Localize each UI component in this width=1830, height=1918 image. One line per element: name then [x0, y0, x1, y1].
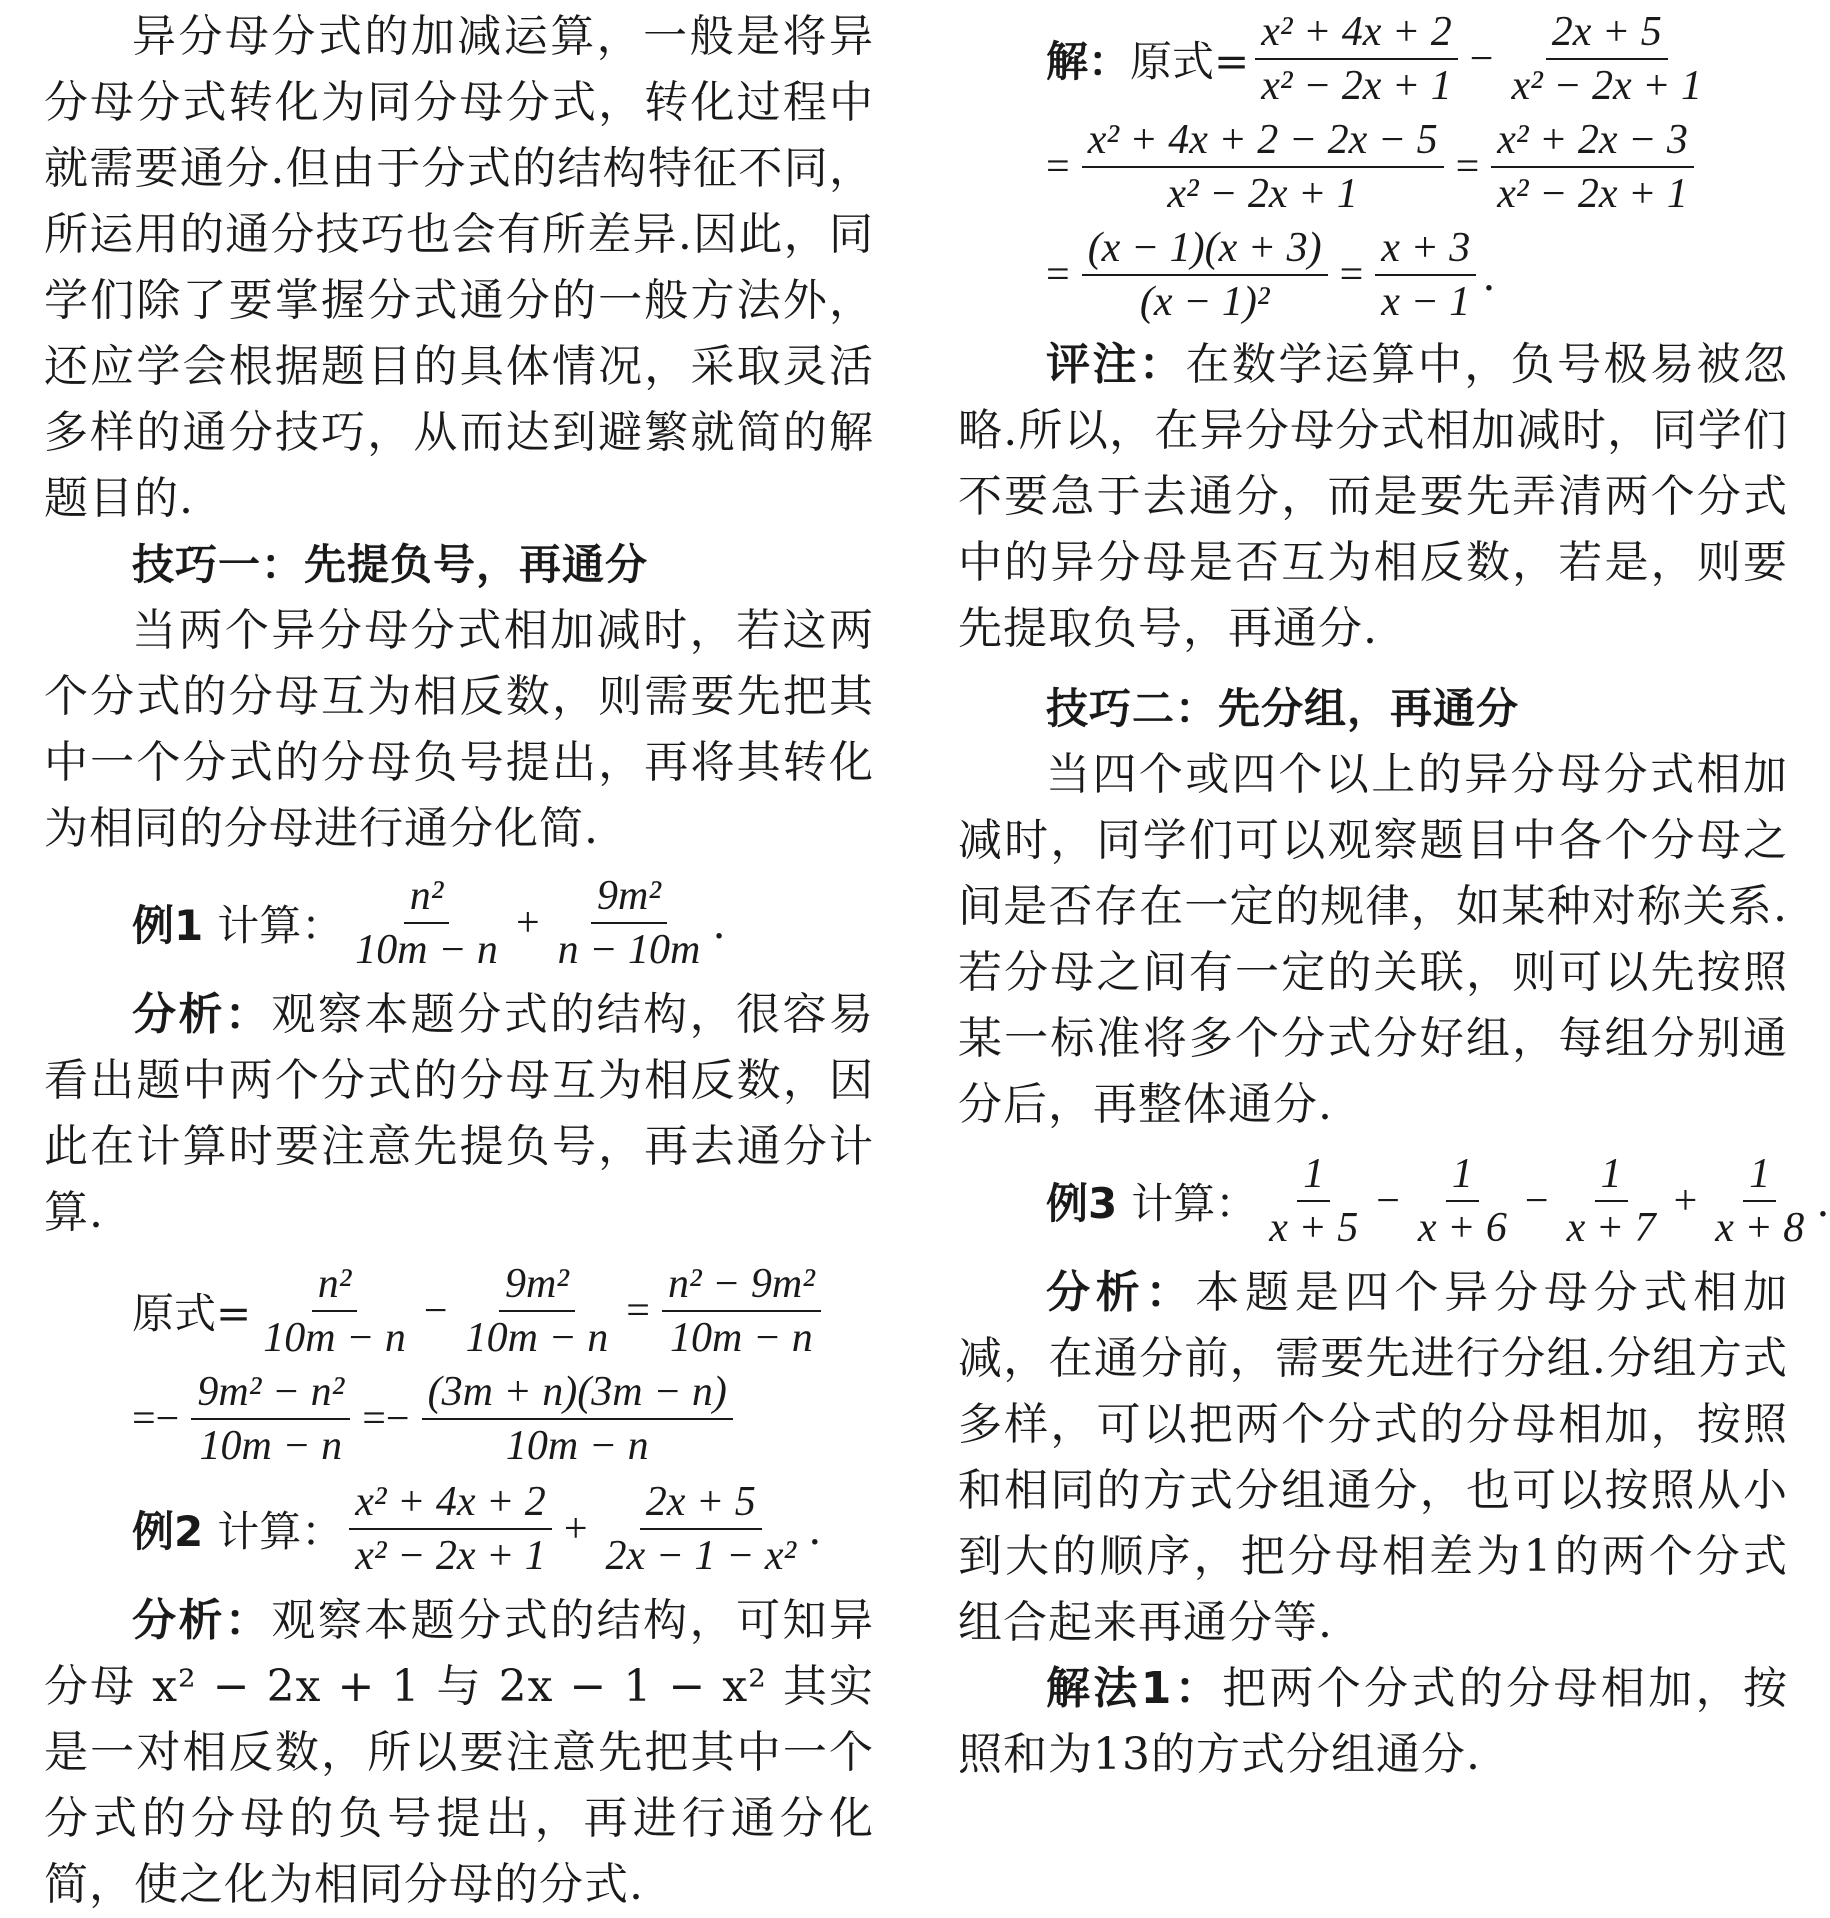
- example-2-prefix: 计算：: [217, 1507, 344, 1556]
- ex3-fraction-4: $\frac{1}{x + 8}$: [1715, 1151, 1805, 1251]
- comment: [958, 332, 1788, 662]
- ex1-period: .: [712, 898, 726, 948]
- example-1-label: 例1: [132, 901, 204, 950]
- intro-paragraph: 异分母分式的加减运算，一般是将异分母分式转化为同分母分式，转化过程中就需要通分.但由于分式的结构特征不同，所运用的通分技巧也会有所差异.因此，同学们除了要掌握分式通分的一般方法外，还应学会根据题目的具体情况，采取灵活多样的通分技巧，从而达到避繁就简的解题目的.: [44, 11, 874, 524]
- solution-2-tag: 解：: [1046, 37, 1131, 86]
- ex3-op-1: −: [1376, 1178, 1400, 1224]
- example-2-label: 例2: [132, 1507, 204, 1556]
- sol2-l1-frac-2: $\frac{2x + 5}{\text{x² − 2x + 1}}$: [1511, 9, 1703, 109]
- ex3-period: .: [1816, 1176, 1830, 1226]
- ex1-fraction-2: $\frac{\text{9m²}}{n - 10m}$: [557, 873, 701, 973]
- analysis-2-text: 观察本题分式的结构，可知异分母 x² − 2x + 1 与 2x − 1 − x² 其实是一对相反数，所以要注意先把其中一个分式的分母的负号提出，再进行通分化简，使之化为相同分母的分式.: [44, 1595, 875, 1910]
- sol2-l2-frac-1: $\frac{\text{x² + 4x + 2 − 2x − 5}}{\text{x² − 2x + 1}}$: [1082, 116, 1444, 218]
- sol2-l3-frac-1: $\frac{(x - 1)(x + 3)}{\text{(x − 1)²}}$: [1082, 224, 1328, 326]
- example-3-prefix: 计算：: [1131, 1179, 1258, 1228]
- ex1-operator: +: [515, 900, 540, 946]
- solution-2-line-3: [1046, 224, 1788, 326]
- ex3-op-2: −: [1524, 1178, 1549, 1224]
- method-1-text: 把两个分式的分母相加，按照和为13的方式分组通分.: [958, 1663, 1789, 1780]
- ex3-op-3: +: [1673, 1178, 1698, 1224]
- sol2-l2-prefix: =: [1046, 144, 1070, 190]
- ex2-operator: +: [563, 1506, 588, 1552]
- analysis-2: [44, 1588, 874, 1918]
- ex3-fraction-1: $\frac{1}{x + 5}$: [1269, 1151, 1359, 1251]
- sol1-l1-op: −: [423, 1288, 448, 1334]
- ex3-fraction-2: $\frac{1}{x + 6}$: [1417, 1151, 1507, 1251]
- ex2-fraction-2: $\frac{2x + 5}{\text{2x − 1 − x²}}$: [605, 1479, 797, 1579]
- example-1: [132, 872, 874, 974]
- example-3-label: 例3: [1046, 1179, 1118, 1228]
- example-3: [1046, 1150, 1830, 1252]
- sol2-period: .: [1482, 250, 1496, 300]
- analysis-2-tag: 分析：: [132, 1595, 272, 1646]
- solution-2-prefix: 原式=: [1130, 37, 1250, 86]
- sol2-l2-frac-2: $\frac{\text{x² + 2x − 3}}{\text{x² − 2x + 1}}$: [1491, 116, 1694, 218]
- solution-1-line-1: [132, 1260, 874, 1362]
- sol2-l3-eq: =: [1339, 252, 1364, 298]
- ex2-fraction-1: $\frac{\text{x² + 4x + 2}}{\text{x² − 2x + 1}}$: [349, 1478, 552, 1580]
- sol1-l1-frac-2: $\frac{\text{9m²}}{10m - n}$: [465, 1261, 609, 1361]
- sol1-l2-prefix: =−: [132, 1396, 180, 1442]
- technique-one-paragraph: 当两个异分母分式相加减时，若这两个分式的分母互为相反数，则需要先把其中一个分式的分母负号提出，再将其转化为相同的分母进行通分化简.: [44, 605, 874, 854]
- technique-two-paragraph: 当四个或四个以上的异分母分式相加减时，同学们可以观察题目中各个分母之间是否存在一定的规律，如某种对称关系.若分母之间有一定的关联，则可以先按照某一标准将多个分式分好组，每组分别通分后，再整体通分.: [958, 749, 1788, 1130]
- sol2-l2-eq: =: [1455, 144, 1480, 190]
- sol1-l1-frac-1: $\frac{\text{n²}}{10m - n}$: [263, 1261, 406, 1361]
- example-2: [132, 1478, 874, 1580]
- example-1-prefix: 计算：: [217, 901, 344, 950]
- analysis-1-text: 观察本题分式的结构，很容易看出题中两个分式的分母互为相反数，因此在计算时要注意先提负号，再去通分计算.: [44, 989, 875, 1238]
- sol2-l3-frac-2: $\frac{x + 3}{x - 1}$: [1375, 224, 1476, 326]
- sol1-l1-frac-3: $\frac{\text{n² − 9m²}}{10m - n}$: [662, 1260, 821, 1362]
- sol1-l1-eq: =: [626, 1288, 650, 1334]
- technique-one-heading: 技巧一：先提负号，再通分: [132, 540, 649, 589]
- sol2-l1-op: −: [1469, 36, 1494, 82]
- analysis-3-tag: 分析：: [1046, 1267, 1196, 1318]
- sol1-l2-frac-2: $\frac{(3m + n)(3m - n)}{10m - n}$: [422, 1368, 733, 1470]
- solution-2-line-1: [1046, 8, 1788, 110]
- comment-text: 在数学运算中，负号极易被忽略.所以，在异分母分式相加减时，同学们不要急于去通分，而是要先弄清两个分式中的异分母是否互为相反数，若是，则要先提取负号，再通分.: [958, 339, 1789, 654]
- method-1: [958, 1656, 1788, 1788]
- solution-1-prefix: 原式=: [132, 1289, 252, 1338]
- analysis-1-tag: 分析：: [132, 989, 272, 1040]
- right-column: [958, 0, 1830, 1788]
- analysis-3-text: 本题是四个异分母分式相加减，在通分前，需要先进行分组.分组方式多样，可以把两个分式的分母相加，按照和相同的方式分组通分，也可以按照从小到大的顺序，把分母相差为1的两个分式组合起来再通分等.: [958, 1267, 1789, 1648]
- ex2-period: .: [808, 1504, 822, 1554]
- ex1-fraction-1: $\frac{\text{n²}}{10m - n}$: [355, 873, 498, 973]
- left-column: [44, 0, 874, 1918]
- solution-2-line-2: [1046, 116, 1788, 218]
- sol2-l3-prefix: =: [1046, 252, 1070, 298]
- technique-two-heading: 技巧二：先分组，再通分: [1046, 684, 1520, 733]
- comment-tag: 评注：: [1046, 339, 1186, 390]
- analysis-3: [958, 1260, 1788, 1656]
- method-1-tag: 解法1：: [1046, 1663, 1223, 1714]
- analysis-1: [44, 982, 874, 1246]
- sol1-l2-eq: =−: [362, 1396, 410, 1442]
- sol2-l1-frac-1: $\frac{\text{x² + 4x + 2}}{\text{x² − 2x + 1}}$: [1255, 8, 1458, 110]
- sol1-l2-frac-1: $\frac{\text{9m² − n²}}{10m - n}$: [191, 1368, 350, 1470]
- ex3-fraction-3: $\frac{1}{x + 7}$: [1566, 1151, 1656, 1251]
- solution-1-line-2: [132, 1368, 874, 1470]
